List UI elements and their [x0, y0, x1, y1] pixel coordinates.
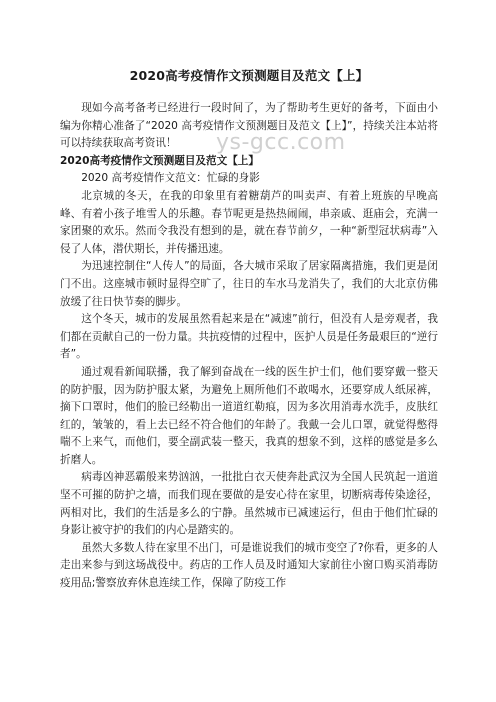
body-paragraph-1: 北京城的冬天，在我的印象里有着糖葫芦的叫卖声、有着上班族的早晚高峰、有着小孩子堆雪人的乐趣。春节呢更是热热闹闹，串亲戚、逛庙会，充满一家团聚的欢乐。然而令我没有想到的是，就在春节前夕，一种“新型冠状病毒”入侵了人体，潜伏期长，并传播迅速。: [60, 189, 438, 255]
body-paragraph-2: 为迅速控制住“人传人”的局面，各大城市采取了居家隔离措施，我们更是闭门不出。这座城市顿时显得空旷了，往日的车水马龙消失了，我们的大北京仿佛放缓了往日快节奏的脚步。: [60, 260, 438, 308]
body-paragraph-4: 通过观看新闻联播，我了解到奋战在一线的医生护士们，他们要穿戴一整天的防护服，因为防护服太紧，为避免上厕所他们不敢喝水，还要穿成人纸尿裤，摘下口罩时，他们的脸已经勒出一道道红勒痕，因为多次用消毒水洗手，皮肤红红的，皱皱的，看上去已经不符合他们的年龄了。我戴一会儿口罩，就觉得憋得喘不上来气，而他们，要全副武装一整天，我真的想象不到，这样的感觉是多么折磨人。: [60, 365, 438, 466]
watermark: ys-gcc.com: [216, 130, 346, 155]
body-paragraph-6: 虽然大多数人待在家里不出门，可是谁说我们的城市变空了?你看，更多的人走出来参与到这场战役中。药店的工作人员及时通知大家前往小窗口购买消毒防疫用品;警察放弃休息连续工作，保障了防疫工作: [60, 541, 438, 590]
section-heading: 2020高考疫情作文预测题目及范文【上】: [60, 154, 259, 167]
essay-title: 2020 高考疫情作文范文：忙碌的身影: [81, 172, 260, 185]
intro-paragraph: 现如今高考备考已经进行一段时间了，为了帮助考生更好的备考，下面由小编为你精心准备了“2020 高考疫情作文预测题目及范文【上】”，持续关注本站将可以持续获取高考资讯！: [60, 102, 438, 150]
body-paragraph-5: 病毒凶神恶霸般来势汹汹，一批批白衣天使奔赴武汉为全国人民筑起一道道坚不可摧的防护之墙，而我们现在要做的是安心待在家里，切断病毒传染途径，两相对比，我们的生活是多么的宁静。虽然城市已减速运行，但由于他们忙碌的身影让被守护的我们的内心是踏实的。: [60, 471, 438, 537]
body-paragraph-3: 这个冬天，城市的发展虽然看起来是在“减速”前行，但没有人是旁观者，我们都在贡献自己的一份力量。共抗疫情的过程中，医护人员是任务最艰巨的“逆行者”。: [60, 313, 438, 361]
document-title: 2020高考疫情作文预测题目及范文【上】: [129, 68, 369, 83]
